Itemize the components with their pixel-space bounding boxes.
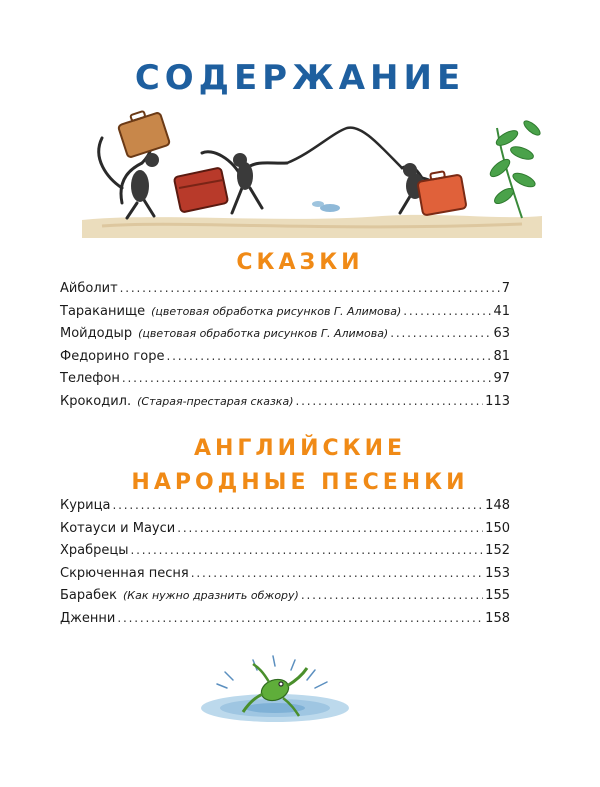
entry-page: 150 (485, 520, 510, 536)
entry-title: Дженни (60, 610, 116, 626)
leader-dots (301, 588, 483, 602)
entry-title: Айболит (60, 281, 118, 296)
section-title-songs (0, 432, 600, 500)
entry-note: (Старая-престарая сказка) (137, 394, 294, 408)
leader-dots (131, 543, 484, 557)
entry-title: Барабек (60, 588, 117, 604)
entry-title: Тараканище (60, 303, 146, 319)
toc-entry[interactable] (60, 543, 510, 566)
toc-entry[interactable] (60, 304, 510, 327)
toc-entry[interactable] (60, 588, 510, 611)
leader-dots (191, 566, 483, 580)
entry-page: 152 (485, 543, 510, 559)
plant (488, 119, 542, 218)
entry-page: 153 (485, 565, 510, 581)
toc-entry[interactable] (60, 281, 510, 304)
leader-dots (403, 304, 491, 318)
monkeys-suitcases-illustration (82, 108, 542, 238)
entry-page: 158 (485, 610, 510, 626)
leader-dots (122, 371, 492, 385)
entry-title: Мойдодыр (60, 326, 133, 342)
entry-note: (цветовая обработка рисунков Г. Алимова) (151, 304, 402, 318)
leader-dots (296, 394, 484, 408)
leader-dots (177, 521, 483, 535)
toc-entry[interactable] (60, 371, 510, 394)
suitcase-1 (118, 111, 170, 158)
frog-splash-illustration (195, 650, 355, 728)
entry-page: 41 (493, 303, 510, 319)
toc-entry[interactable] (60, 498, 510, 521)
entry-page: 97 (493, 371, 510, 387)
toc-entry[interactable] (60, 521, 510, 544)
toc-entry[interactable] (60, 566, 510, 589)
toc-entry[interactable] (60, 611, 510, 634)
entry-page: 7 (501, 281, 510, 296)
entry-page: 148 (485, 498, 510, 513)
entry-title: Скрюченная песня (60, 565, 189, 581)
entry-note: (цветовая обработка рисунков Г. Алимова) (138, 327, 389, 341)
entry-title: Крокодил. (60, 393, 132, 409)
toc-entry[interactable] (60, 349, 510, 372)
entry-page: 113 (485, 393, 510, 409)
toc-section-1 (60, 281, 510, 417)
entry-title: Федорино горе (60, 348, 165, 364)
toc-entry[interactable] (60, 394, 510, 417)
entry-page: 155 (485, 588, 510, 604)
entry-page: 63 (493, 326, 510, 342)
section-title-line-2: НАРОДНЫЕ ПЕСЕНКИ (131, 470, 469, 495)
leader-dots (120, 281, 500, 295)
section-title-skazki: СКАЗКИ (236, 250, 364, 275)
leader-dots (117, 611, 483, 625)
page-title: СОДЕРЖАНИЕ (134, 58, 466, 98)
suitcase-2 (174, 167, 228, 212)
entry-title: Котауси и Мауси (60, 520, 176, 536)
leader-dots (112, 498, 483, 512)
section-title-line-1: АНГЛИЙСКИЕ (193, 436, 407, 461)
toc-entry[interactable] (60, 326, 510, 349)
toc-section-2 (60, 498, 510, 634)
entry-title: Храбрецы (60, 543, 129, 559)
entry-page: 81 (493, 348, 510, 364)
entry-title: Курица (60, 498, 111, 513)
leader-dots (166, 349, 491, 363)
entry-title: Телефон (60, 371, 120, 387)
leader-dots (390, 326, 491, 340)
entry-note: (Как нужно дразнить обжору) (122, 589, 299, 603)
